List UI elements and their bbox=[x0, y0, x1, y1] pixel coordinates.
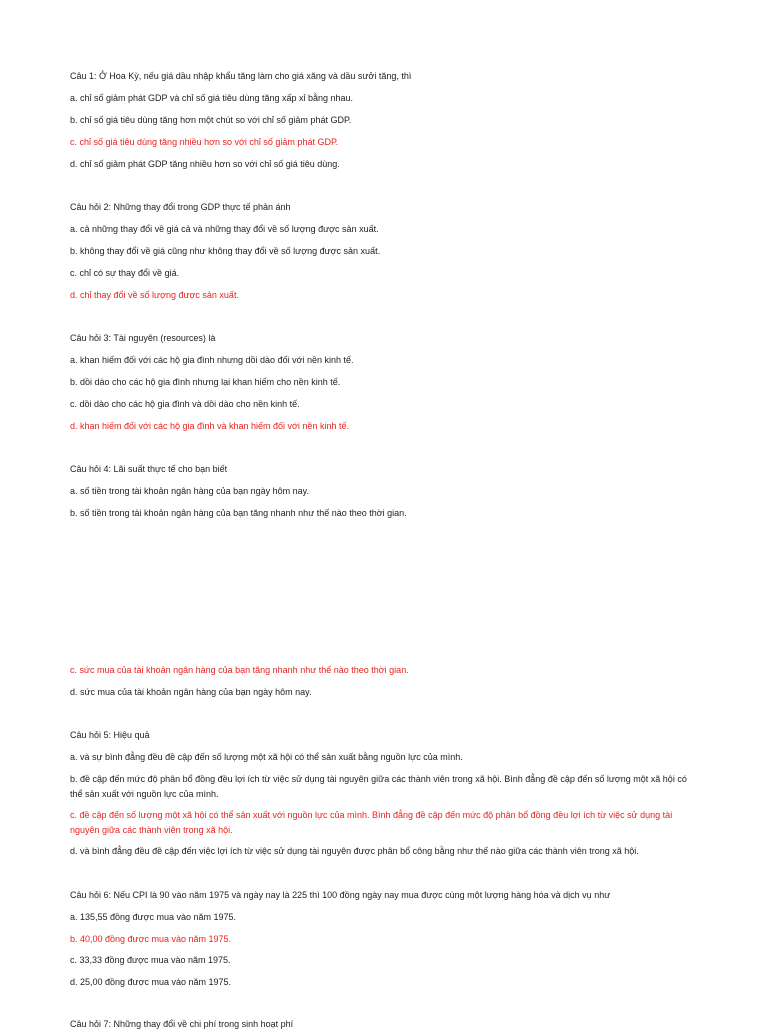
option-d: d. chỉ số giảm phát GDP tăng nhiều hơn so với chỉ số giá tiêu dùng. bbox=[70, 159, 340, 169]
option-a: a. 135,55 đồng được mua vào năm 1975. bbox=[70, 912, 237, 922]
option-c: c. 33,33 đồng được mua vào năm 1975. bbox=[70, 955, 231, 965]
option-a: a. chỉ số giảm phát GDP và chỉ số giá tiêu dùng tăng xấp xỉ bằng nhau. bbox=[70, 93, 354, 103]
option-d: d. 25,00 đồng được mua vào năm 1975. bbox=[70, 977, 232, 987]
option-c: c. chỉ có sự thay đổi về giá. bbox=[70, 268, 180, 278]
question-title: Câu hỏi 3: Tài nguyên (resources) là bbox=[70, 333, 216, 343]
option-c-correct: c. đề cập đến số lượng một xã hội có thể sản xuất với nguồn lực của mình. Bình đẳng đề cập đến mức độ phân bổ đồng đều lợi ích từ việc sử dụng tài nguyên giữa các thành viên trong xã hội. bbox=[70, 810, 673, 835]
option-a: a. cả những thay đổi về giá cả và những thay đổi về số lượng được sản xuất. bbox=[70, 224, 379, 234]
question-title: Câu hỏi 4: Lãi suất thực tế cho bạn biết bbox=[70, 464, 228, 474]
option-b: b. không thay đổi về giá cũng như không thay đổi về số lượng được sản xuất. bbox=[70, 246, 381, 256]
question-title: Câu 1: Ở Hoa Kỳ, nếu giá dầu nhập khẩu tăng làm cho giá xăng và dầu sưởi tăng, thì bbox=[70, 71, 412, 81]
option-a: a. và sự bình đẳng đều đề cập đến số lượng một xã hội có thể sản xuất bằng nguồn lực của mình. bbox=[70, 752, 463, 762]
option-d-correct: d. chỉ thay đổi về số lượng được sản xuất. bbox=[70, 290, 239, 300]
question-title: Câu hỏi 2: Những thay đổi trong GDP thực tế phản ánh bbox=[70, 202, 291, 212]
option-c-correct: c. chỉ số giá tiêu dùng tăng nhiều hơn so với chỉ số giảm phát GDP. bbox=[70, 137, 339, 147]
option-c-correct: c. sức mua của tài khoản ngân hàng của bạn tăng nhanh như thế nào theo thời gian. bbox=[70, 665, 409, 675]
option-d: d. sức mua của tài khoản ngân hàng của bạn ngày hôm nay. bbox=[70, 687, 312, 697]
question-title: Câu hỏi 7: Những thay đổi về chi phí trong sinh hoạt phí bbox=[70, 1019, 294, 1029]
option-c: c. dồi dào cho các hộ gia đình và dồi dào cho nền kinh tế. bbox=[70, 399, 300, 409]
question-title: Câu hỏi 6: Nếu CPI là 90 vào năm 1975 và ngày nay là 225 thì 100 đồng ngày nay mua được cùng một lượng hàng hóa và dịch vụ như bbox=[70, 890, 611, 900]
option-d-correct: d. khan hiếm đối với các hộ gia đình và khan hiếm đối với nền kinh tế. bbox=[70, 421, 349, 431]
option-a: a. khan hiếm đối với các hộ gia đình nhưng dồi dào đối với nền kinh tế. bbox=[70, 355, 354, 365]
option-b-correct: b. 40,00 đồng được mua vào năm 1975. bbox=[70, 934, 232, 944]
option-b: b. đề cập đến mức độ phân bổ đồng đều lợi ích từ việc sử dụng tài nguyên giữa các thành viên trong xã hội. Bình đẳng đề cập đến số lượng một xã hội có thể sản xuất với nguồn lực của mình. bbox=[70, 774, 687, 799]
option-d: d. và bình đẳng đều đề cập đến việc lợi ích từ việc sử dụng tài nguyên được phân bổ công bằng như thế nào giữa các thành viên trong xã hội. bbox=[70, 846, 639, 856]
question-title: Câu hỏi 5: Hiệu quả bbox=[70, 730, 150, 740]
option-b: b. chỉ số giá tiêu dùng tăng hơn một chút so với chỉ số giảm phát GDP. bbox=[70, 115, 352, 125]
option-b: b. số tiền trong tài khoản ngân hàng của bạn tăng nhanh như thế nào theo thời gian. bbox=[70, 508, 407, 518]
option-a: a. số tiền trong tài khoản ngân hàng của bạn ngày hôm nay. bbox=[70, 486, 310, 496]
option-b: b. dồi dào cho các hộ gia đình nhưng lại khan hiếm cho nền kinh tế. bbox=[70, 377, 341, 387]
